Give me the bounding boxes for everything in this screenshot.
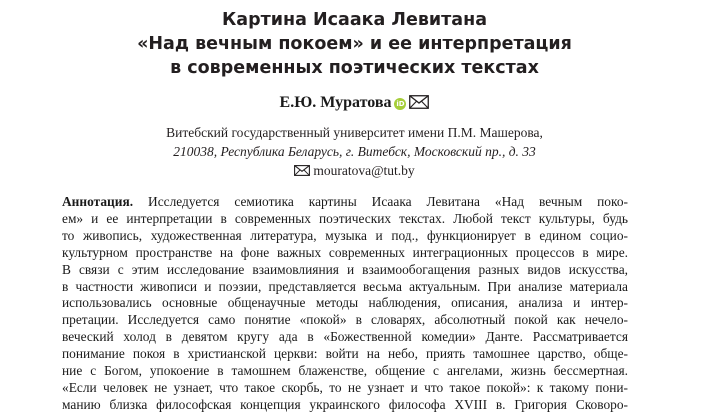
abstract-line: «Если человек не узнает, что такое скорбь, то не узнает и что такое покой»: к такому пони- xyxy=(62,379,628,395)
abstract-label: Аннотация. xyxy=(62,194,134,209)
abstract-line: веческий холод в девятом кругу ада в «Божественной комедии» Данте. Рассматривается xyxy=(62,329,628,345)
affiliation-block xyxy=(0,123,709,181)
title-line: в современных поэтических текстах xyxy=(170,58,539,78)
title-line: Картина Исаака Левитана xyxy=(221,10,488,30)
article-title xyxy=(0,8,709,80)
author-row xyxy=(0,93,709,115)
author-name: Е.Ю. Муратова xyxy=(279,94,392,111)
abstract-line: В связи с этим исследование взаимовлияния и взаимообогащения разных видов искусства, xyxy=(62,261,628,277)
envelope-icon[interactable] xyxy=(409,95,429,115)
email-link[interactable]: mouratova@tut.by xyxy=(313,163,415,178)
abstract-line xyxy=(62,194,628,211)
abstract-line: использовались основные общенаучные методы наблюдения, описания, анализа и интер- xyxy=(62,295,628,311)
title-line: «Над вечным покоем» и ее интерпретация xyxy=(137,34,572,54)
abstract-line: ем» и ее интерпретации в современных поэтических текстах. Любой текст культуры, будь xyxy=(62,210,628,226)
abstract-line: культурном пространстве на фоне важных современных интеграционных процессов в мире. xyxy=(62,244,628,260)
abstract xyxy=(62,194,628,414)
orcid-icon[interactable]: iD xyxy=(396,100,405,108)
email-line xyxy=(0,161,709,181)
abstract-line: претации. Исследуется само понятие «покой» в словарях, абсолютный покой как нечело- xyxy=(62,312,628,328)
institution: Витебский государственный университет имени П.М. Машерова, xyxy=(166,125,543,140)
abstract-line: манию близка философская концепция украинского философа XVIII в. Григория Сковоро- xyxy=(62,396,628,412)
abstract-line-text: Исследуется семиотика картины Исаака Левитана «Над вечным поко- xyxy=(148,194,628,209)
postal-address: 210038, Республика Беларусь, г. Витебск, Московский пр., д. 33 xyxy=(173,144,536,159)
abstract-line: в частности живописи и поэзии, представляется весьма актуальным. При анализе материала xyxy=(62,278,628,294)
abstract-line: понимание покоя в христианской церкви: войти на небо, приять тамошнее царство, обще- xyxy=(62,346,628,362)
abstract-line: ние с Богом, упокоение в тамошнем блаженстве, общение с ангелами, жизнь бессмертная. xyxy=(62,363,628,379)
abstract-line: то живопись, художественная литература, музыка и под., функционирует в едином социо- xyxy=(62,227,628,243)
envelope-icon xyxy=(294,162,310,181)
